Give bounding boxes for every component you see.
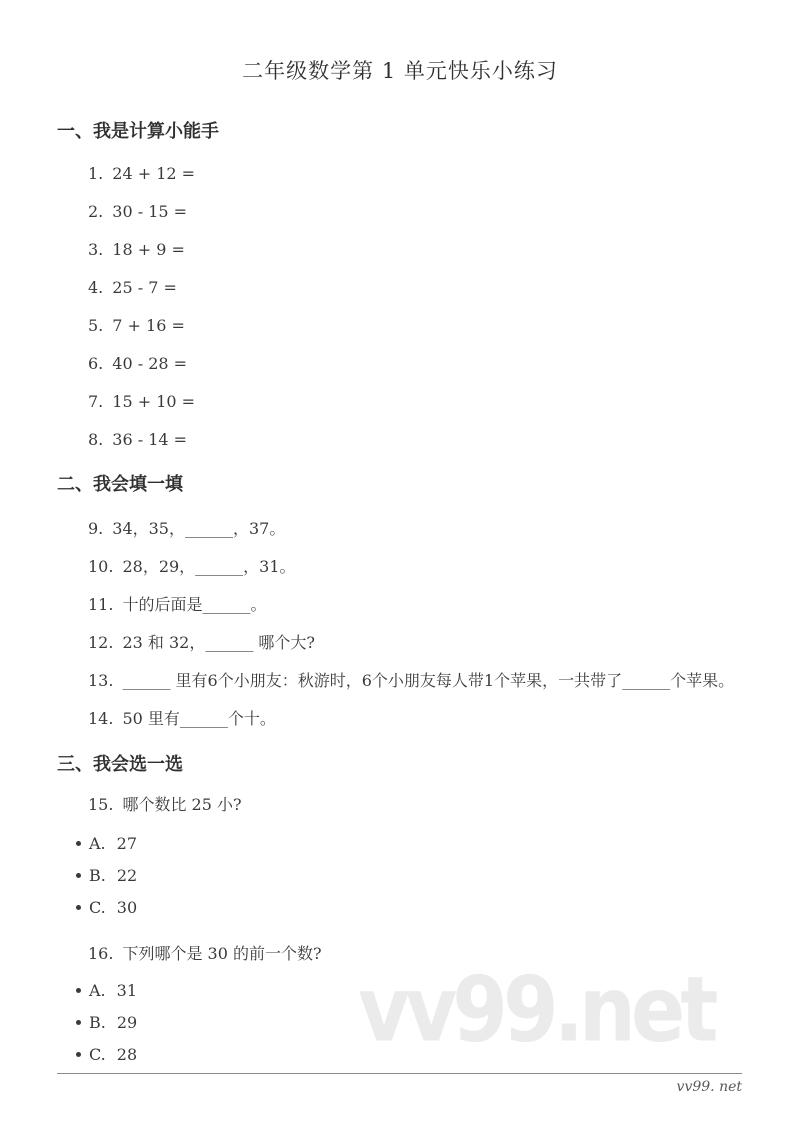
- choice-value: 31: [116, 981, 137, 1000]
- item-number: 16.: [88, 944, 114, 963]
- choice-label: B.: [89, 866, 106, 885]
- bullet-icon: [76, 1052, 81, 1057]
- exercise-item: [88, 277, 800, 298]
- choice-value: 27: [116, 834, 137, 853]
- choice-value: 29: [116, 1013, 138, 1032]
- bullet-icon: [76, 905, 81, 910]
- item-text: 36 - 14 =: [112, 430, 188, 449]
- footer-divider: [57, 1073, 742, 1074]
- choice-item: [76, 897, 800, 918]
- exercise-item: [88, 708, 800, 729]
- exercise-item: [88, 556, 800, 577]
- item-text: 7 + 16 =: [112, 316, 185, 335]
- bullet-icon: [76, 873, 81, 878]
- choice-label: C.: [89, 898, 106, 917]
- section-1-items: [0, 163, 800, 450]
- choice-item: [76, 833, 800, 854]
- choice-label: C.: [89, 1045, 106, 1064]
- item-number: 12.: [88, 633, 114, 652]
- item-text: 30 - 15 =: [112, 202, 188, 221]
- watermark-text: vv99.net: [358, 957, 714, 1062]
- item-number: 8.: [88, 430, 104, 449]
- exercise-item: [88, 201, 800, 222]
- item-number: 7.: [88, 392, 104, 411]
- exercise-item: [88, 429, 800, 450]
- bullet-icon: [76, 988, 81, 993]
- bullet-icon: [76, 1020, 81, 1025]
- choice-value: 22: [116, 866, 138, 885]
- item-text: 28，29，______，31。: [122, 557, 296, 576]
- choice-label: A.: [89, 981, 106, 1000]
- exercise-item: [88, 163, 800, 184]
- section-3-heading: 三、我会选一选: [57, 754, 183, 775]
- question-15: [0, 794, 800, 918]
- item-number: 3.: [88, 240, 104, 259]
- item-text: 15 + 10 =: [112, 392, 196, 411]
- choice-value: 28: [116, 1045, 138, 1064]
- item-number: 9.: [88, 519, 104, 538]
- item-number: 6.: [88, 354, 104, 373]
- item-number: 10.: [88, 557, 114, 576]
- exercise-item: [88, 518, 800, 539]
- section-2-heading: 二、我会填一填: [57, 474, 183, 495]
- item-number: 4.: [88, 278, 104, 297]
- item-text: 23 和 32，______ 哪个大?: [122, 633, 316, 652]
- item-number: 11.: [88, 595, 114, 614]
- exercise-item: [88, 632, 800, 653]
- exercise-item: [88, 315, 800, 336]
- page-title: 二年级数学第 1 单元快乐小练习: [242, 59, 558, 83]
- exercise-item: [88, 391, 800, 412]
- choice-value: 30: [116, 898, 138, 917]
- exercise-item: [88, 239, 800, 260]
- item-number: 5.: [88, 316, 104, 335]
- item-number: 14.: [88, 709, 114, 728]
- item-text: 十的后面是______。: [122, 595, 267, 614]
- bullet-icon: [76, 841, 81, 846]
- question-text: 哪个数比 25 小?: [122, 795, 242, 814]
- item-text: 50 里有______个十。: [122, 709, 276, 728]
- item-text: ______ 里有6个小朋友：秋游时，6个小朋友每人带1个苹果，一共带了______个苹果。: [122, 671, 735, 690]
- item-text: 25 - 7 =: [112, 278, 177, 297]
- choice-list: [0, 833, 800, 918]
- section-calculation: [0, 119, 800, 450]
- section-1-heading: 一、我是计算小能手: [57, 121, 219, 142]
- exercise-item: [88, 670, 800, 691]
- choice-label: A.: [89, 834, 106, 853]
- item-number: 1.: [88, 164, 104, 183]
- choice-item: [76, 865, 800, 886]
- item-text: 40 - 28 =: [112, 354, 188, 373]
- section-2-items: [0, 518, 800, 729]
- item-number: 15.: [88, 795, 114, 814]
- item-number: 2.: [88, 202, 104, 221]
- question-text: 下列哪个是 30 的前一个数?: [122, 944, 322, 963]
- item-number: 13.: [88, 671, 114, 690]
- choice-label: B.: [89, 1013, 106, 1032]
- exercise-item: [88, 353, 800, 374]
- question-line: [88, 794, 800, 815]
- section-fill-in: [0, 472, 800, 729]
- item-text: 18 + 9 =: [112, 240, 185, 259]
- exercise-item: [88, 594, 800, 615]
- footer-site-label: vv99. net: [676, 1079, 742, 1095]
- item-text: 34，35，______，37。: [112, 519, 286, 538]
- item-text: 24 + 12 =: [112, 164, 196, 183]
